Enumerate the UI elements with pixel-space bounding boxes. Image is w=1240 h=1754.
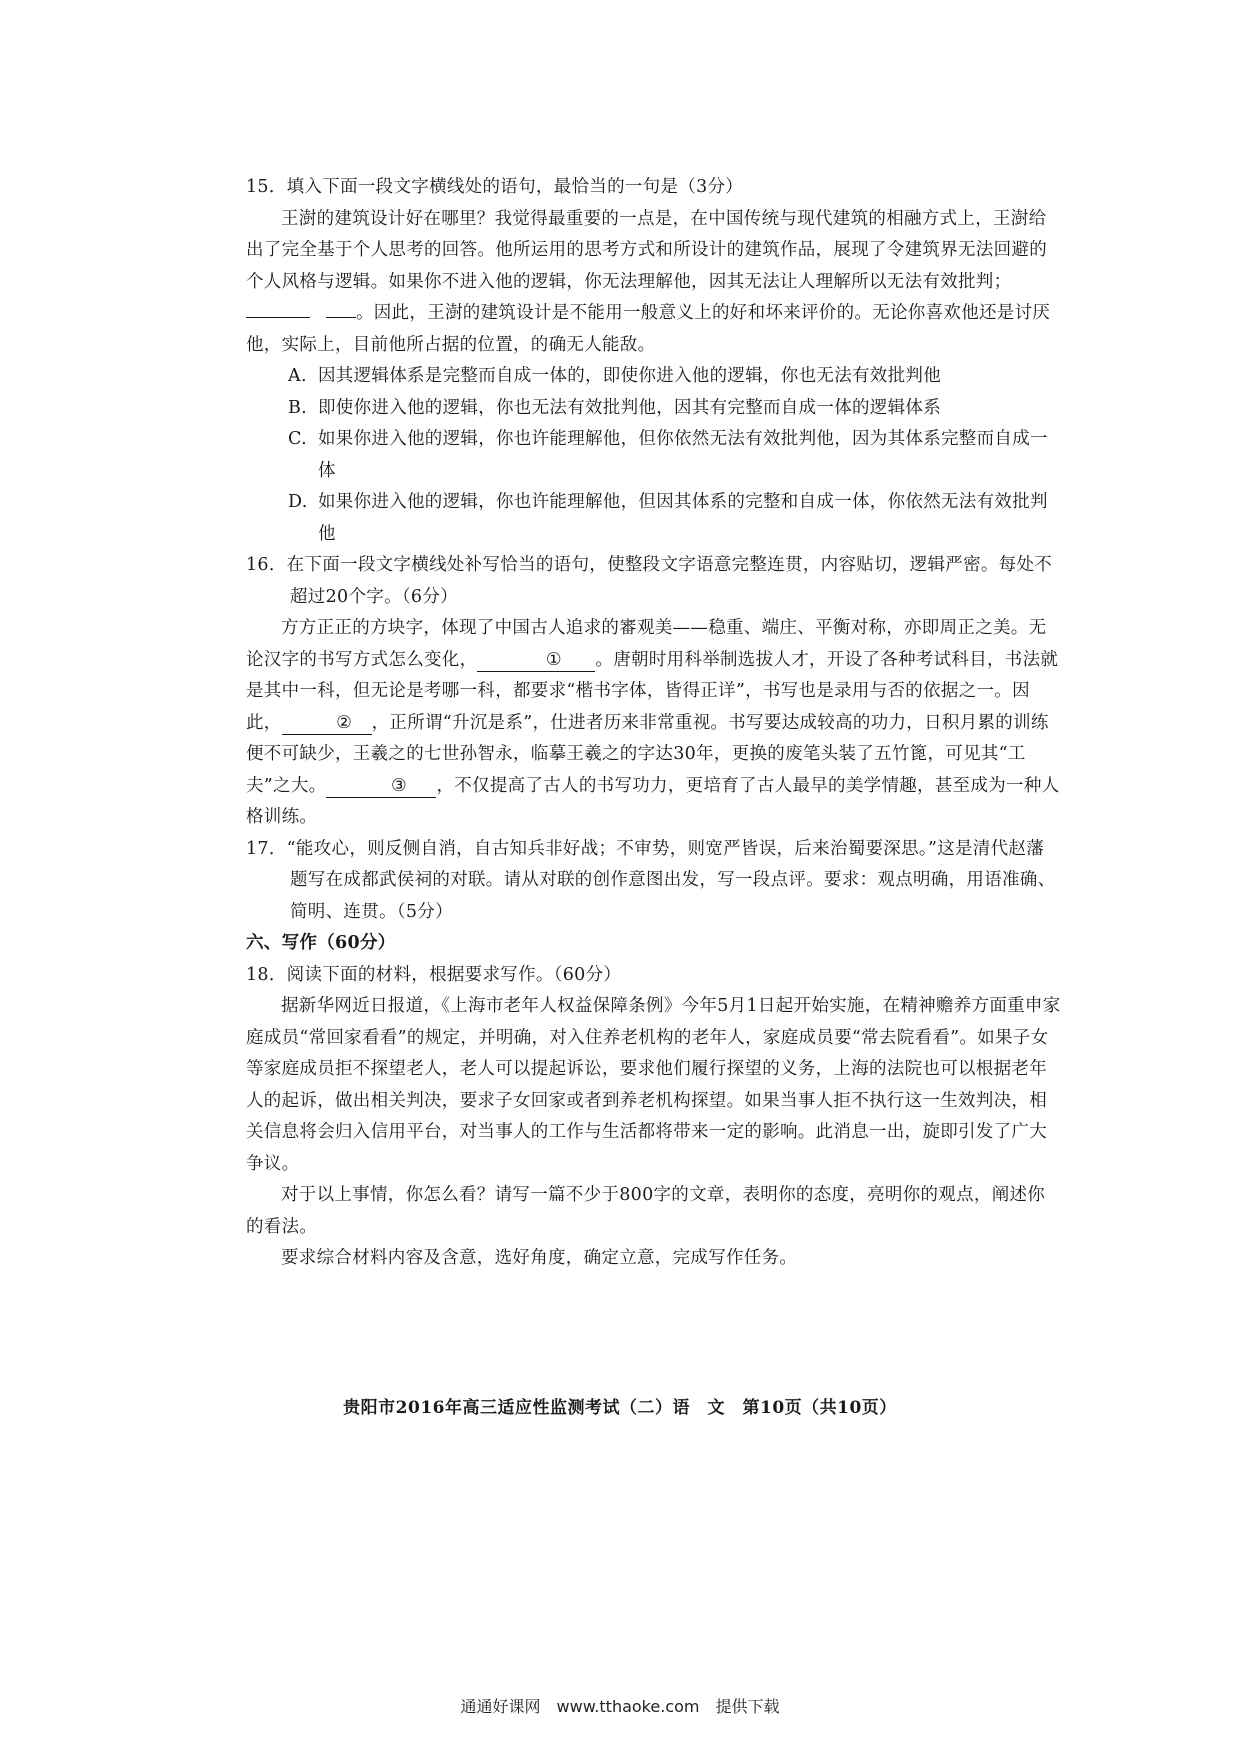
- question-15-option-d: D. 如果你进入他的逻辑，你也许能理解他，但因其体系的完整和自成一体，你依然无法有效批判他: [288, 492, 1048, 544]
- page-footer: 贵阳市2016年高三适应性监测考试（二）语 文 第10页（共10页）: [343, 1398, 897, 1418]
- question-15-blank-line-tail: [326, 317, 356, 318]
- question-16-text-4: ，不仅提高了古人的书写功力，更培育了古人最早的美学情趣，甚至成为一种人格训练。: [246, 775, 1060, 827]
- question-15-stem: 15．填入下面一段文字横线处的语句，最恰当的一句是（3分）: [246, 177, 744, 197]
- section-6-heading: 六、写作（60分）: [246, 933, 396, 953]
- question-15-option-a: A. 因其逻辑体系是完整而自成一体的，即使你进入他的逻辑，你也无法有效批判他: [288, 366, 941, 386]
- exam-content: [246, 172, 1061, 1275]
- question-16-passage: [246, 613, 1061, 834]
- question-16-blank-3: ③: [326, 775, 436, 798]
- question-16-text-2: 。唐朝时用科举制选拔人才，开设了各种考试科目，书法就是其中一科，但无论是考哪一科，都要求“楷书字体，皆得正详”，书写也是录用与否的依据之一。因此，: [246, 649, 1059, 733]
- question-17-stem: 17．“能攻心，则反侧自消，自古知兵非好战；不审势，则宽严皆误，后来治蜀要深思。”这是清代赵藩题写在成都武侯祠的对联。请从对联的创作意图出发，写一段点评。要求：观点明确，用语准确、简明、连贯。（5分）: [246, 838, 1056, 922]
- download-watermark: 通通好课网 www.tthaoke.com 提供下载: [460, 1697, 780, 1716]
- question-18-requirement: 要求综合材料内容及含意，选好角度，确定立意，完成写作任务。: [281, 1248, 798, 1268]
- question-16-text-3: ，正所谓“升沉是系”，仕进者历来非常重视。书写要达成较高的功力，日积月累的训练便不可缺少，王羲之的七世孙智永，临摹王羲之的字达30年，更换的废笔头装了五竹篦，可见其“工夫”之大。: [246, 712, 1049, 796]
- question-15-passage-part-a: 王澍的建筑设计好在哪里？我觉得最重要的一点是，在中国传统与现代建筑的相融方式上，王澍给出了完全基于个人思考的回答。他所运用的思考方式和所设计的建筑作品，展现了令建筑界无法回避的个人风格与逻辑。如果你不进入他的逻辑，你无法理解他，因其无法让人理解所以无法有效批判；: [246, 208, 1047, 292]
- question-18-material: 据新华网近日报道，《上海市老年人权益保障条例》今年5月1日起开始实施，在精神赡养方面重申家庭成员“常回家看看”的规定，并明确，对入住养老机构的老年人，家庭成员要“常去院看看”。如果子女等家庭成员拒不探望老人，老人可以提起诉讼，要求他们履行探望的义务，上海的法院也可以根据老年人的起诉，做出相关判决，要求子女回家或者到养老机构探望。如果当事人拒不执行这一生效判决，相关信息将会归入信用平台，对当事人的工作与生活都将带来一定的影响。此消息一出，旋即引发了广大争议。: [246, 996, 1061, 1174]
- question-16-blank-2: ②: [282, 712, 372, 735]
- question-15-passage: [246, 204, 1061, 362]
- question-15-blank-line: [246, 317, 310, 318]
- question-15-option-c: C. 如果你进入他的逻辑，你也许能理解他，但你依然无法有效批判他，因为其体系完整而自成一体: [288, 429, 1048, 481]
- question-15-option-b: B. 即使你进入他的逻辑，你也无法有效批判他，因其有完整而自成一体的逻辑体系: [288, 397, 941, 418]
- question-16-text-1: 方方正正的方块字，体现了中国古人追求的審观美——稳重、端庄、平衡对称，亦即周正之美。无论汉字的书写方式怎么变化，: [246, 618, 1047, 670]
- question-18-prompt: 对于以上事情，你怎么看？请写一篇不少于800字的文章，表明你的态度，亮明你的观点，阐述你的看法。: [246, 1185, 1046, 1237]
- question-18-stem: 18．阅读下面的材料，根据要求写作。（60分）: [246, 964, 622, 985]
- question-16-blank-1: ①: [477, 649, 595, 672]
- question-16-stem: 16．在下面一段文字横线处补写恰当的语句，使整段文字语意完整连贯，内容贴切，逻辑严密。每处不超过20个字。（6分）: [246, 555, 1053, 607]
- question-15-passage-part-b: 。因此，王澍的建筑设计是不能用一般意义上的好和坏来评价的。无论你喜欢他还是讨厌他，实际上，目前他所占据的位置，的确无人能敌。: [246, 303, 1051, 355]
